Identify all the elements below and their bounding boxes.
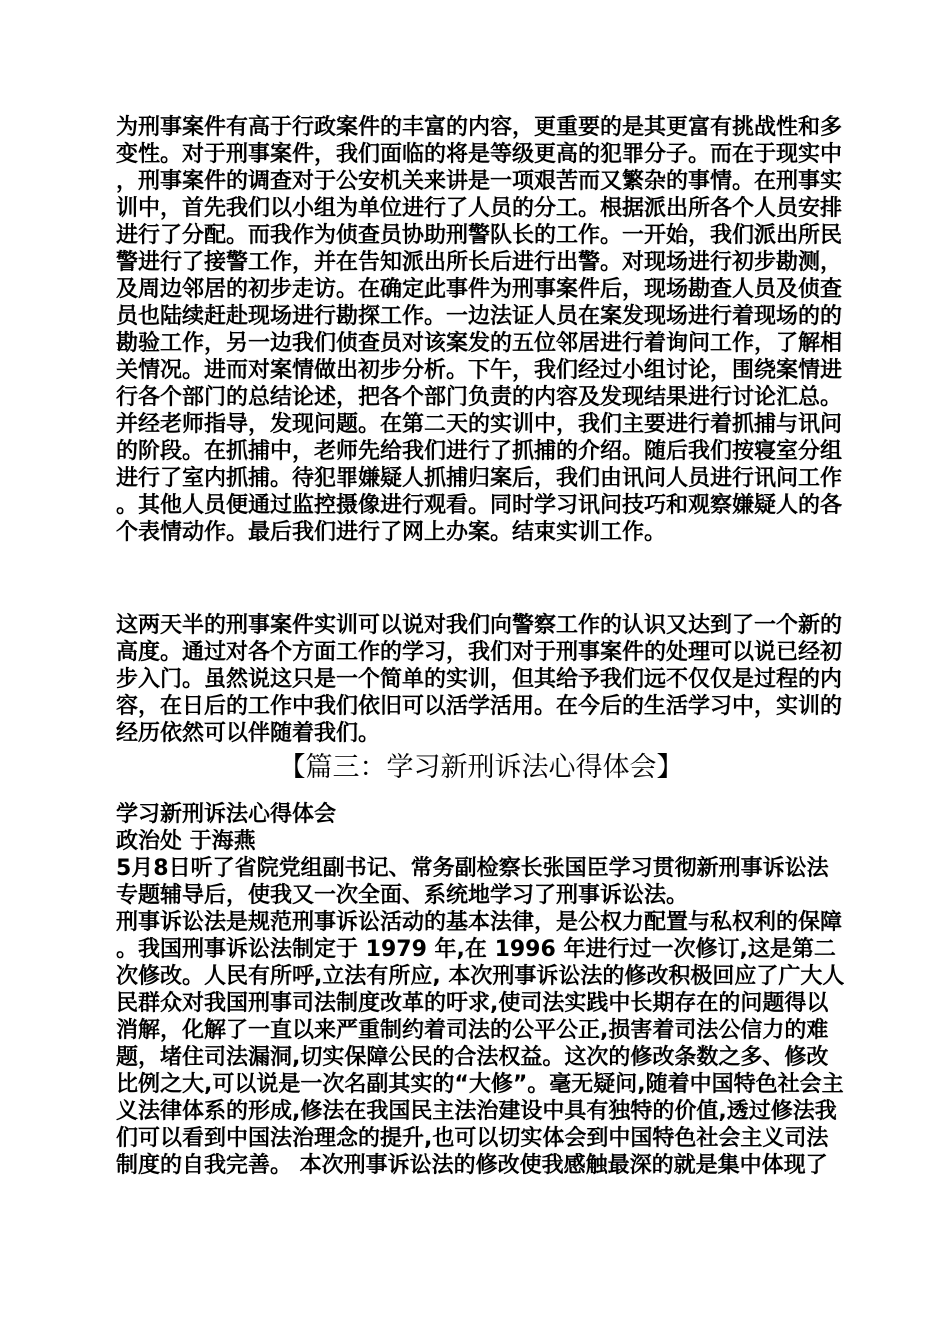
body-paragraph-3: 5月8日听了省院党组副书记、常务副检察长张国臣学习贯彻新刑事诉讼法专题辅导后，使我又一次全面、系统地学习了刑事诉讼法。	[116, 856, 829, 908]
body-paragraph-4: 刑事诉讼法是规范刑事诉讼活动的基本法律，是公权力配置与私权利的保障。我国刑事诉讼法制定于 1979 年,在 1996 年进行过一次修订,这是第二次修改。人民有所呼,立法有所应, 本次刑事诉讼法的修改积极回应了广大人民群众对我国刑事司法制度改革的吁求,使司法实践中长期存在的问题得以消解，化解了一直以来严重制约着司法的公平公正,损害着司法公信力的难题，堵住司法漏洞,切实保障公民的合法权益。这次的修改条数之多、修改比例之大,可以说是一次名副其实的“大修”。毫无疑问,随着中国特色社会主义法律体系的形成,修法在我国民主法治建设中具有独特的价值,透过修法我们可以看到中国法治理念的提升,也可以切实体会到中国特色社会主义司法制度的自我完善。 本次刑事诉讼法的修改使我感触最深的就是集中体现了	[116, 910, 845, 1178]
section-heading: 【篇三：学习新刑诉法心得体会】	[278, 752, 684, 783]
body-paragraph-1: 为刑事案件有高于行政案件的丰富的内容，更重要的是其更富有挑战性和多变性。对于刑事案件，我们面临的将是等级更高的犯罪分子。而在于现实中，刑事案件的调查对于公安机关来讲是一项艰苦而又繁杂的事情。在刑事实训中，首先我们以小组为单位进行了人员的分工。根据派出所各个人员安排进行了分配。而我作为侦查员协助刑警队长的工作。一开始，我们派出所民警进行了接警工作，并在告知派出所长后进行出警。对现场进行初步勘测，及周边邻居的初步走访。在确定此事件为刑事案件后，现场勘查人员及侦查员也陆续赶赴现场进行勘探工作。一边法证人员在案发现场进行着现场的的勘验工作，另一边我们侦查员对该案发的五位邻居进行着询问工作，了解相关情况。进而对案情做出初步分析。下午，我们经过小组讨论，围绕案情进行各个部门的总结论述，把各个部门负责的内容及发现结果进行讨论汇总。并经老师指导，发现问题。在第二天的实训中，我们主要进行着抓捕与讯问的阶段。在抓捕中，老师先给我们进行了抓捕的介绍。随后我们按寝室分组进行了室内抓捕。待犯罪嫌疑人抓捕归案后，我们由讯问人员进行讯问工作。其他人员便通过监控摄像进行观看。同时学习讯问技巧和观察嫌疑人的各个表情动作。最后我们进行了网上办案。结束实训工作。	[116, 115, 843, 545]
author-line: 政治处 于海燕	[116, 829, 256, 854]
body-paragraph-2: 这两天半的刑事案件实训可以说对我们向警察工作的认识又达到了一个新的高度。通过对各个方面工作的学习，我们对于刑事案件的处理可以说已经初步入门。虽然说这只是一个简单的实训，但其给予我们远不仅仅是过程的内容，在日后的工作中我们依旧可以活学活用。在今后的生活学习中，实训的经历依然可以伴随着我们。	[116, 613, 843, 746]
sub-title: 学习新刑诉法心得体会	[116, 802, 337, 827]
